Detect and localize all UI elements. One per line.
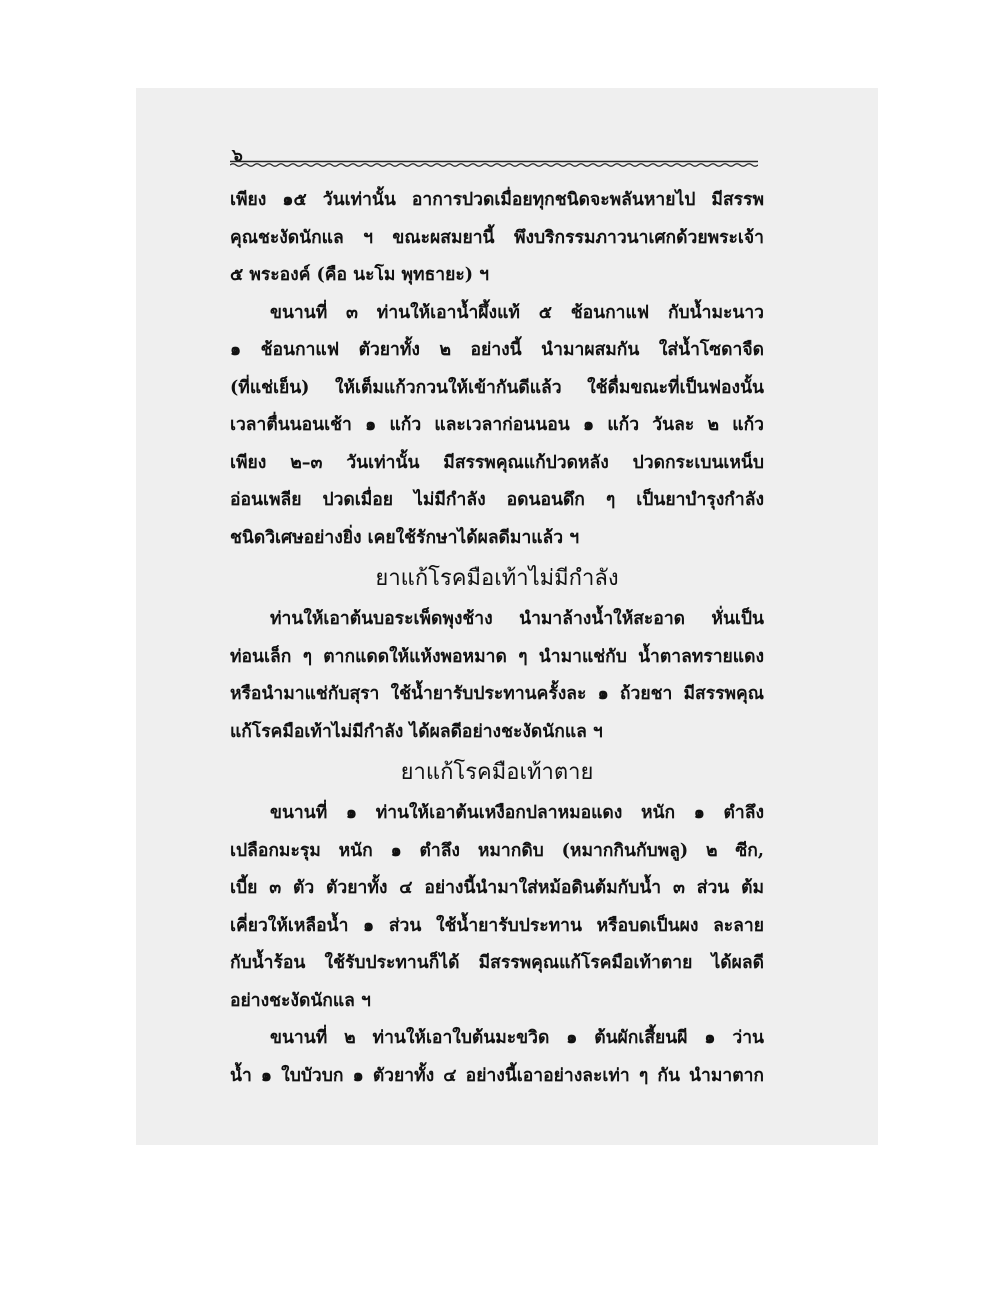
header-rule (230, 160, 758, 168)
paragraph-line: ๑ ช้อนกาแฟ ตัวยาทั้ง ๒ อย่างนี้ นำมาผสมกัน ใส่น้ำโซดาจืด (230, 340, 764, 360)
paragraph-line: เวลาตื่นนอนเช้า ๑ แก้ว และเวลาก่อนนอน ๑ แก้ว วันละ ๒ แก้ว (230, 415, 764, 435)
paragraph-line: แก้โรคมือเท้าไม่มีกำลัง ได้ผลดีอย่างชะงัดนักแล ฯ (230, 721, 603, 742)
paragraph-line: เปลือกมะรุม หนัก ๑ ตำลึง หมากดิบ (หมากกินกับพลู) ๒ ซีก, (230, 840, 764, 861)
paragraph-line: เพียง ๑๕ วันเท่านั้น อาการปวดเมื่อยทุกชนิดจะพลันหายไป มีสรรพ (230, 190, 764, 210)
paragraph-line: อย่างชะงัดนักแล ฯ (230, 990, 371, 1011)
paragraph-line: (ที่แช่เย็น) ให้เต็มแก้วกวนให้เข้ากันดีแล้ว ใช้ดื่มขณะที่เป็นฟองนั้น (230, 377, 764, 398)
paragraph-line: เพียง ๒–๓ วันเท่านั้น มีสรรพคุณแก้ปวดหลัง ปวดกระเบนเหน็บ (230, 452, 764, 473)
page-body (230, 182, 764, 1095)
paragraph-line: เบี้ย ๓ ตัว ตัวยาทั้ง ๔ อย่างนี้นำมาใส่หม้อดินต้มกับน้ำ ๓ ส่วน ต้ม (230, 878, 764, 898)
paragraph-line: ขนานที่ ๒ ท่านให้เอาใบต้นมะขวิด ๑ ต้นผักเสี้ยนผี ๑ ว่าน (270, 1028, 764, 1048)
paragraph-line: ท่อนเล็ก ๆ ตากแดดให้แห้งพอหมาด ๆ นำมาแช่กับ น้ำตาลทรายแดง (230, 646, 764, 667)
paragraph-line: กับน้ำร้อน ใช้รับประทานก็ได้ มีสรรพคุณแก้โรคมือเท้าตาย ได้ผลดี (230, 953, 764, 973)
section-heading: ยาแก้โรคมือเท้าตาย (400, 760, 594, 785)
paragraph-line: ๕ พระองค์ (คือ นะโม พุทธายะ) ฯ (230, 265, 489, 285)
paragraph-line: ชนิดวิเศษอย่างยิ่ง เคยใช้รักษาได้ผลดีมาแล้ว ฯ (230, 527, 580, 548)
paragraph-line: ขนานที่ ๓ ท่านให้เอาน้ำผึ้งแท้ ๕ ช้อนกาแฟ กับน้ำมะนาว (270, 302, 764, 323)
paragraph-line: หรือนำมาแช่กับสุรา ใช้น้ำยารับประทานครั้งละ ๑ ถ้วยชา มีสรรพคุณ (230, 684, 764, 704)
section-heading: ยาแก้โรคมือเท้าไม่มีกำลัง (375, 566, 619, 591)
paragraph-line: ขนานที่ ๑ ท่านให้เอาต้นเหงือกปลาหมอแดง หนัก ๑ ตำลึง (270, 803, 764, 823)
paragraph-line: คุณชะงัดนักแล ฯ ขณะผสมยานี้ พึงบริกรรมภาวนาเศกด้วยพระเจ้า (230, 227, 764, 248)
paragraph-line: อ่อนเพลีย ปวดเมื่อย ไม่มีกำลัง อดนอนดึก ๆ เป็นยาบำรุงกำลัง (230, 490, 764, 510)
paragraph-line: ท่านให้เอาต้นบอระเพ็ดพุงช้าง นำมาล้างน้ำให้สะอาด หั่นเป็น (270, 609, 764, 629)
paragraph-line: น้ำ ๑ ใบบัวบก ๑ ตัวยาทั้ง ๔ อย่างนี้เอาอย่างละเท่า ๆ กัน นำมาตาก (230, 1065, 764, 1086)
page-number: ๖ (232, 146, 243, 166)
paragraph-line: เคี่ยวให้เหลือน้ำ ๑ ส่วน ใช้น้ำยารับประทาน หรือบดเป็นผง ละลาย (230, 915, 764, 936)
